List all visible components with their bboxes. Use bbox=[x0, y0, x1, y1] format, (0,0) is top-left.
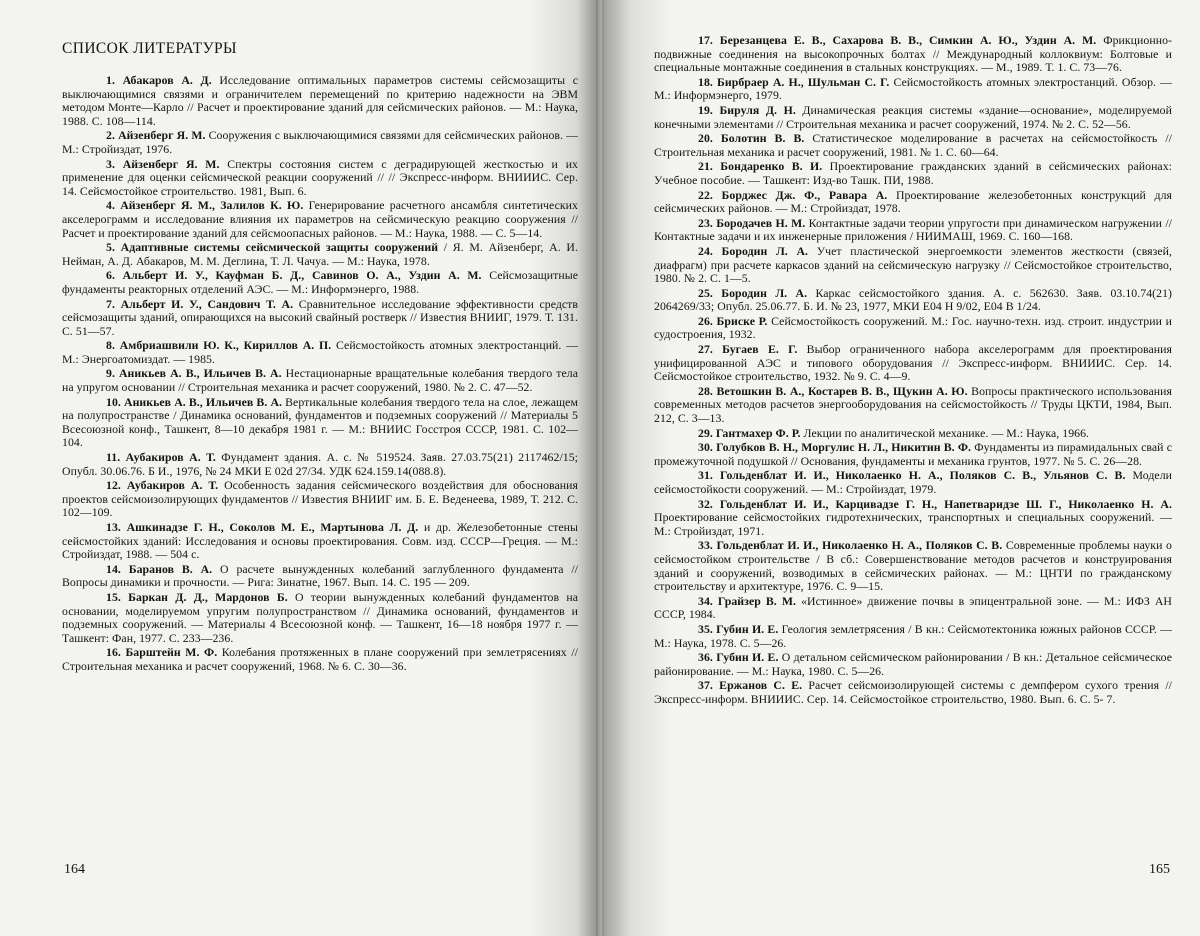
reference-text: Особенность задания сейсмического воздействия для обоснования проектов сейсмоизолирующих фундаментов // Известия ВНИИГ им. Б. Е. Веденеева, 1989, Т. 212. С. 102—109. bbox=[62, 478, 578, 520]
reference-entry bbox=[654, 469, 1172, 496]
reference-entry bbox=[654, 679, 1172, 706]
page-number-right: 165 bbox=[1149, 862, 1170, 877]
reference-entry bbox=[62, 269, 578, 296]
reference-author: 28. Ветошкин В. А., Костарев В. В., Щукин А. Ю. bbox=[698, 383, 968, 398]
reference-entry bbox=[654, 160, 1172, 187]
reference-author: 36. Губин И. Е. bbox=[698, 650, 779, 665]
reference-text: Вертикальные колебания твердого тела на слое, лежащем на полупространстве / Динамика оснований, фундаментов и подземных сооружений // Материалы 5 Всесоюзной конф., Ташкент, 8—10 декабря 1981 г. — М.: ВНИИС Госстроя СССР, 1981. С. 102—104. bbox=[62, 394, 578, 450]
reference-author: 12. Аубакиров А. Т. bbox=[106, 478, 219, 493]
reference-entry bbox=[654, 441, 1172, 468]
reference-entry bbox=[654, 217, 1172, 244]
reference-author: 14. Баранов В. А. bbox=[106, 561, 213, 576]
reference-author: 25. Бородин Л. А. bbox=[698, 285, 808, 300]
reference-text: Модели сейсмостойкости сооружений. — М.: Стройиздат, 1979. bbox=[654, 468, 1172, 496]
reference-entry bbox=[62, 129, 578, 156]
reference-entry bbox=[654, 132, 1172, 159]
reference-author: 22. Борджес Дж. Ф., Равара А. bbox=[698, 187, 888, 202]
reference-entry bbox=[654, 498, 1172, 539]
reference-entry bbox=[62, 451, 578, 478]
reference-entry bbox=[62, 298, 578, 339]
reference-text: Современные проблемы науки о сейсмостойком строительстве / В сб.: Совершенствование методов расчетов и конструирования зданий и сооружений, возводимых в сейсмических районах. — М.: ЦНТИ по гражданскому строительству и архитектуре, 1976. С. 9—15. bbox=[654, 538, 1172, 594]
reference-entry bbox=[654, 343, 1172, 384]
reference-text: Каркас сейсмостойкого здания. А. с. 562630. Заяв. 03.10.74(21) 2064269/33; Опубл. 25.06.77. Б. И. № 23, 1977, МКИ Е04 Н 9/02, Е04 В 1/24. bbox=[654, 285, 1172, 314]
reference-entry bbox=[654, 104, 1172, 131]
reference-author: 15. Баркан Д. Д., Мардонов Б. bbox=[106, 589, 288, 604]
reference-author: 23. Бородачев Н. М. bbox=[698, 215, 806, 230]
reference-text: Лекции по аналитической механике. — М.: Наука, 1966. bbox=[800, 425, 1090, 440]
reference-author: 27. Бугаев Е. Г. bbox=[698, 342, 798, 357]
reference-author: 13. Ашкинадзе Г. Н., Соколов М. Е., Мартынова Л. Д. bbox=[106, 520, 419, 534]
reference-author: 5. Адаптивные системы сейсмической защиты сооружений bbox=[106, 240, 439, 255]
reference-entry bbox=[62, 158, 578, 199]
reference-text: и др. Железобетонные стены сейсмостойких зданий: Исследования и основы проектирования. Совм. изд. СССР—Греция. — М.: Стройиздат, 1988. — 504 с. bbox=[62, 520, 578, 562]
reference-entry bbox=[62, 591, 578, 645]
right-page bbox=[600, 0, 1200, 936]
reference-author: 29. Гантмахер Ф. Р. bbox=[698, 425, 801, 440]
reference-text: О детальном сейсмическом районировании / В кн.: Детальное сейсмическое районирование. — М.: Наука, 1980. С. 5—26. bbox=[654, 650, 1172, 678]
reference-entry bbox=[62, 199, 578, 240]
reference-text: О расчете вынужденных колебаний заглубленного фундамента // Вопросы динамики и прочности. — Рига: Зинатне, 1967. Вып. 14. С. 195 — 209. bbox=[62, 561, 578, 590]
reference-author: 18. Бирбраер А. Н., Шульман С. Г. bbox=[698, 74, 890, 89]
reference-entry bbox=[62, 74, 578, 128]
reference-author: 21. Бондаренко В. И. bbox=[698, 159, 823, 174]
reference-text: Сравнительное исследование эффективности средств сейсмозащиты зданий, опирающихся на высокий свайный ростверк // Известия ВНИИГ, 1979. Т. 131. С. 51—57. bbox=[62, 296, 578, 338]
reference-text: Статистическое моделирование в расчетах на сейсмостойкость // Строительная механика и расчет сооружений, 1981. № 1. С. 60—64. bbox=[654, 131, 1172, 159]
reference-author: 6. Альберт И. У., Кауфман Б. Д., Савинов О. А., Уздин А. М. bbox=[106, 268, 482, 283]
reference-text: Нестационарные вращательные колебания твердого тела на упругом основании // Строительная механика и расчет сооружений, 1980. № 2. С. 47—52. bbox=[62, 366, 579, 395]
reference-text: Выбор ограниченного набора акселерограмм для проектирования унифицированной АЭС и типового оборудования // Экспресс-информ. ВНИИИС. Сер. 14. Сейсмостойкое строительство, 1932. № 9. С. 4—9. bbox=[654, 342, 1172, 384]
reference-text: Колебания протяженных в плане сооружений при землетрясениях // Строительная механика и расчет сооружений, 1968. № 6. С. 30—36. bbox=[62, 645, 578, 673]
reference-entry bbox=[654, 76, 1172, 103]
reference-author: 2. Айзенберг Я. М. bbox=[106, 128, 206, 143]
reference-author: 16. Барштейн М. Ф. bbox=[106, 645, 218, 660]
reference-entry bbox=[62, 563, 578, 590]
reference-author: 7. Альберт И. У., Сандович Т. А. bbox=[106, 296, 294, 311]
reference-text: Фундамент здания. А. с. № 519524. Заяв. 27.03.75(21) 2117462/15; Опубл. 30.06.76. Б И., 1976, № 24 МКИ Е 02d 27/34. УДК 624.159.14(088.8). bbox=[62, 450, 578, 478]
reference-entry bbox=[62, 479, 578, 520]
reference-entry bbox=[654, 427, 1172, 441]
reference-entry bbox=[62, 241, 578, 268]
reference-author: 1. Абакаров А. Д. bbox=[106, 73, 212, 87]
reference-text: Геология землетрясения / В кн.: Сейсмотектоника южных районов СССР. — М.: Наука, 1978. С. 5—26. bbox=[654, 621, 1172, 650]
reference-entry bbox=[654, 651, 1172, 678]
reference-author: 31. Гольденблат И. И., Николаенко Н. А., Поляков С. В., Ульянов С. В. bbox=[698, 468, 1126, 483]
reference-text: Исследование оптимальных параметров системы сейсмозащиты с выключающимися связями и ограничителем перемещений по критерию надежности на ЭВМ методом Монте—Карло // Расчет и проектирование зданий для сейсмических районов. — М.: Наука, 1988. С. 108—114. bbox=[62, 73, 578, 128]
book-gutter bbox=[596, 0, 604, 936]
reference-entry bbox=[654, 623, 1172, 650]
reference-author: 32. Гольденблат И. И., Карцивадзе Г. Н., Напетваридзе Ш. Г., Николаенко Н. А. bbox=[698, 496, 1172, 511]
reference-author: 35. Губин И. Е. bbox=[698, 621, 779, 636]
reference-entry bbox=[654, 385, 1172, 426]
reference-author: 4. Айзенберг Я. М., Залилов К. Ю. bbox=[106, 198, 304, 213]
reference-text: Сооружения с выключающимися связями для сейсмических районов. — М.: Стройиздат, 1976. bbox=[62, 128, 578, 156]
reference-text: Проектирование железобетонных конструкций для сейсмических районов. — М.: Стройиздат, 1978. bbox=[654, 187, 1172, 216]
page-heading: СПИСОК ЛИТЕРАТУРЫ bbox=[62, 40, 237, 57]
reference-author: 20. Болотин В. В. bbox=[698, 131, 805, 146]
reference-text: Генерирование расчетного ансамбля синтетических акселерограмм и исследование влияния их параметров на сейсмическую реакцию сооружения // Расчет и проектирование зданий для сейсмоопасных районов. — М.: Наука, 1988. — С. 5—14. bbox=[62, 198, 578, 240]
reference-text: Спектры состояния систем с деградирующей жесткостью и их применение для оценки сейсмической реакции сооружений // // Экспресс-информ. ВНИИИС. Сер. 14. Сейсмостойкое строительство. 1981, Вып. 6. bbox=[62, 156, 579, 198]
reference-entry bbox=[62, 521, 578, 562]
reference-author: 19. Бируля Д. Н. bbox=[698, 102, 796, 117]
reference-entry bbox=[654, 315, 1172, 342]
reference-text: Вопросы практического использования современных методов расчетов энергооборудования на сейсмостойкость // Труды ЦКТИ, 1984, Вып. 212, С. 3—13. bbox=[654, 383, 1172, 426]
reference-text: Динамическая реакция системы «здание—основание», моделируемой конечными элементами // Строительная механика и расчет сооружений, 1974. № 2. С. 52—56. bbox=[654, 102, 1172, 131]
reference-list-right bbox=[654, 34, 1172, 707]
reference-author: 17. Березанцева Е. В., Сахарова В. В., Симкин А. Ю., Уздин А. М. bbox=[698, 33, 1097, 47]
reference-text: Расчет сейсмоизолирующей системы с демпфером сухого трения // Экспресс-информ. ВНИИИС. Сер. 14. Сейсмостойкое строительство, 1980. Вып. 6. С. 5- 7. bbox=[654, 678, 1173, 706]
reference-entry bbox=[62, 339, 578, 366]
reference-entry bbox=[654, 189, 1172, 216]
page-number-left: 164 bbox=[64, 862, 85, 877]
reference-entry bbox=[62, 367, 578, 394]
reference-text: Учет пластической энергоемкости элементов жесткости (связей, диафрагм) при расчете каркасов зданий на сейсмическую нагрузку // Сейсмостойкое строительство, 1980. № 2. С. 1—5. bbox=[654, 243, 1173, 286]
reference-author: 26. Бриске Р. bbox=[698, 313, 768, 328]
reference-entry bbox=[654, 287, 1172, 314]
reference-author: 3. Айзенберг Я. М. bbox=[106, 156, 220, 171]
reference-text: Фундаменты из пирамидальных свай с промежуточной подушкой // Основания, фундаменты и механика грунтов, 1977. № 5. С. 26—28. bbox=[654, 440, 1172, 468]
reference-entry bbox=[62, 396, 578, 450]
reference-author: 9. Аникьев А. В., Ильичев В. А. bbox=[106, 366, 282, 381]
reference-text: Контактные задачи теории упругости при динамическом нагружении // Контактные задачи и их инженерные приложения / НИИМАШ, 1969. С. 160—168. bbox=[654, 215, 1172, 244]
reference-author: 11. Аубакиров А. Т. bbox=[106, 450, 216, 465]
reference-text: Сейсмостойкость атомных электростанций. — М.: Энергоатомиздат. — 1985. bbox=[62, 338, 579, 366]
reference-author: 30. Голубков В. Н., Моргулис Н. Л., Никитин В. Ф. bbox=[698, 440, 972, 455]
reference-entry bbox=[62, 646, 578, 673]
reference-entry bbox=[654, 34, 1172, 75]
reference-author: 33. Гольденблат И. И., Николаенко Н. А., Поляков С. В. bbox=[698, 538, 1003, 553]
reference-text: Сейсмостойкость атомных электростанций. Обзор. — М.: Информэнерго, 1979. bbox=[654, 74, 1173, 103]
reference-entry bbox=[654, 595, 1172, 622]
reference-entry bbox=[654, 245, 1172, 286]
reference-text: «Истинное» движение почвы в эпицентральной зоне. — М.: ИФЗ АН СССР, 1984. bbox=[654, 593, 1172, 622]
reference-author: 24. Бородин Л. А. bbox=[698, 243, 809, 258]
reference-list-left bbox=[62, 74, 578, 674]
reference-text: Проектирование сейсмостойких гидротехнических, транспортных и специальных сооружений. — М.: Стройиздат, 1971. bbox=[654, 510, 1172, 538]
reference-text: Проектирование гражданских зданий в сейсмических районах: Учебное пособие. — Ташкент: Изд-во Ташк. ПИ, 1988. bbox=[654, 159, 1172, 187]
reference-text: О теории вынужденных колебаний фундаментов на основании, моделируемом упругим полупространством // Динамика оснований, фундаментов и подземных сооружений. — Материалы 4 Всесоюзной конф. — Ташкент, 16—18 ноября 1977 г. — Ташкент: Фан, 1977. С. 233—236. bbox=[62, 589, 578, 645]
reference-text: Фрикционно-подвижные соединения на высокопрочных болтах // Международный коллоквиум: Болтовые и специальные монтажные соединения в стальных конструкциях. — М., 1989. Т. 1. С. 73—76. bbox=[654, 33, 1173, 75]
reference-entry bbox=[654, 539, 1172, 593]
reference-author: 10. Аникьев А. В., Ильичев В. А. bbox=[106, 394, 283, 409]
reference-text: Сейсмостойкость сооружений. М.: Гос. научно-техн. изд. строит. индустрии и судостроения, 1932. bbox=[654, 313, 1172, 342]
reference-text: Сейсмозащитные фундаменты реакторных отделений АЭС. — М.: Информэнерго, 1988. bbox=[62, 268, 578, 296]
reference-text: / Я. М. Айзенберг, А. И. Нейман, А. Д. Абакаров, М. М. Деглина, Т. Л. Чачуа. — М.: Наука, 1978. bbox=[62, 240, 578, 268]
reference-author: 34. Грайзер В. М. bbox=[698, 593, 797, 608]
reference-author: 37. Ержанов С. Е. bbox=[698, 678, 803, 693]
reference-author: 8. Амбриашвили Ю. К., Кириллов А. П. bbox=[106, 338, 332, 353]
